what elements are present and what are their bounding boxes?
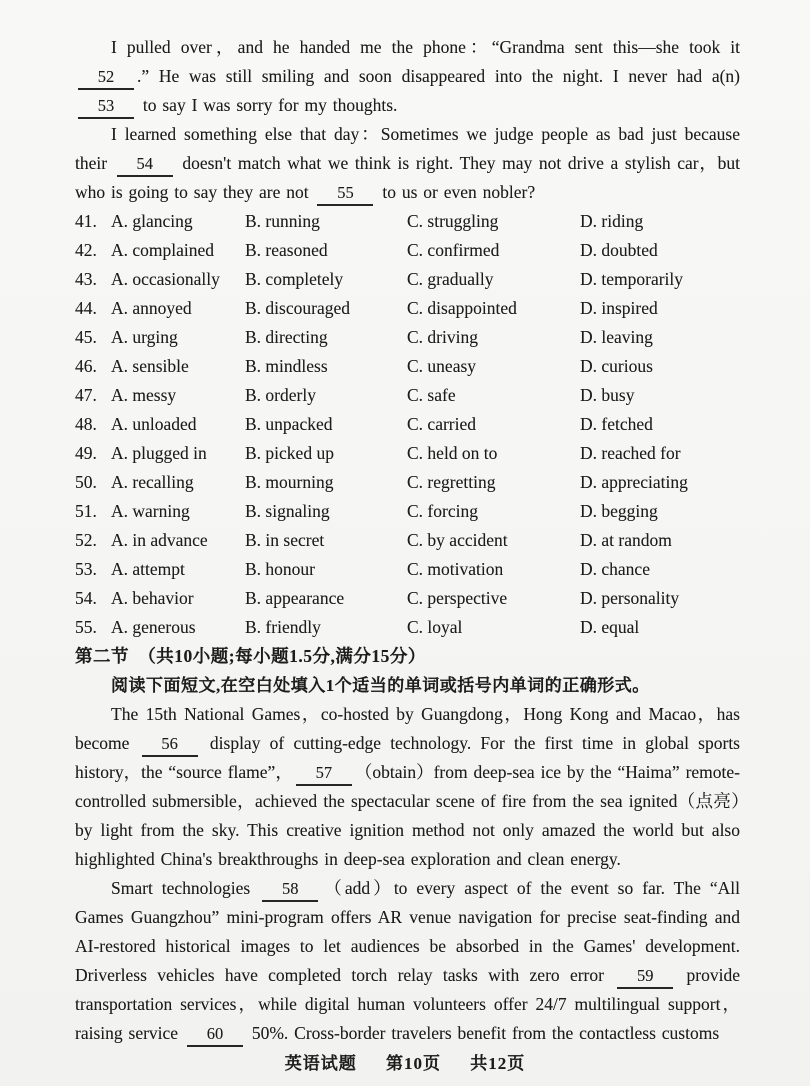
option-d: D. inspired: [580, 298, 658, 318]
blank-58: 58: [262, 879, 318, 902]
blank-57: 57: [296, 763, 352, 786]
option-row-44: [75, 294, 740, 323]
option-a: 45. A. urging: [75, 323, 245, 352]
option-c: C. regretting: [407, 472, 496, 492]
cloze-options-list: [75, 207, 740, 642]
blank-60: 60: [187, 1024, 243, 1047]
option-a: 44. A. annoyed: [75, 294, 245, 323]
option-c: C. uneasy: [407, 356, 477, 376]
option-a: 48. A. unloaded: [75, 410, 245, 439]
option-row-48: [75, 410, 740, 439]
option-d: D. curious: [580, 356, 653, 376]
option-a: 54. A. behavior: [75, 584, 245, 613]
option-row-41: [75, 207, 740, 236]
option-c: C. gradually: [407, 269, 494, 289]
question-number: 44.: [75, 298, 97, 318]
cloze-passage-paragraph-1: I pulled over，and he handed me the phone：“Grandma sent this—she took it 52 .” He was still smiling and soon disappeared into the night. I never had a(n) 53 to say I was sorry for my thoughts.: [75, 33, 740, 120]
option-d: D. begging: [580, 501, 658, 521]
option-a: 50. A. recalling: [75, 468, 245, 497]
question-number: 49.: [75, 443, 97, 463]
option-b: B. completely: [245, 269, 344, 289]
question-number: 41.: [75, 211, 97, 231]
option-row-52: [75, 526, 740, 555]
option-c: C. motivation: [407, 559, 504, 579]
option-a: 55. A. generous: [75, 613, 245, 642]
question-number: 47.: [75, 385, 97, 405]
option-b: B. unpacked: [245, 414, 333, 434]
option-b: B. discouraged: [245, 298, 350, 318]
option-d: D. leaving: [580, 327, 653, 347]
cloze-passage-paragraph-2: I learned something else that day：Sometimes we judge people as bad just because their 54 doesn't match what we think is right. They may not drive a stylish car，but who is going to say they are not 55 to us or even nobler?: [75, 120, 740, 207]
option-d: D. doubted: [580, 240, 658, 260]
option-c: C. held on to: [407, 443, 498, 463]
option-d: D. temporarily: [580, 269, 684, 289]
blank-56: 56: [142, 734, 198, 757]
option-b: B. in secret: [245, 530, 325, 550]
blank-53: 53: [78, 96, 134, 119]
option-d: D. reached for: [580, 443, 681, 463]
blank-54: 54: [117, 154, 173, 177]
option-a: 43. A. occasionally: [75, 265, 245, 294]
option-c: C. struggling: [407, 211, 499, 231]
option-d: D. riding: [580, 211, 644, 231]
option-c: C. safe: [407, 385, 456, 405]
option-d: D. chance: [580, 559, 650, 579]
option-row-47: [75, 381, 740, 410]
option-b: B. mindless: [245, 356, 328, 376]
option-b: B. appearance: [245, 588, 345, 608]
option-b: B. honour: [245, 559, 315, 579]
option-d: D. personality: [580, 588, 680, 608]
option-d: D. busy: [580, 385, 635, 405]
question-number: 48.: [75, 414, 97, 434]
blank-59: 59: [617, 966, 673, 989]
page-footer: [0, 1049, 810, 1074]
option-a: 41. A. glancing: [75, 207, 245, 236]
question-number: 42.: [75, 240, 97, 260]
grammar-fill-paragraph-2: Smart technologies 58 （add）to every aspect of the event so far. The “All Games Guangzhou” mini-program offers AR venue navigation for precise seat-finding and AI-restored historical images to let audiences be absorbed in the Games' development. Driverless vehicles have completed torch relay tasks with zero error 59 provide transportation services，while digital human volunteers offer 24/7 multilingual support，raising service 60 50%. Cross-border travelers benefit from the contactless customs: [75, 874, 740, 1048]
question-number: 51.: [75, 501, 97, 521]
option-c: C. driving: [407, 327, 478, 347]
option-b: B. mourning: [245, 472, 334, 492]
section-2-heading: 第二节 （共10小题;每小题1.5分,满分15分）: [75, 646, 426, 666]
option-b: B. running: [245, 211, 320, 231]
option-c: C. perspective: [407, 588, 508, 608]
option-b: B. friendly: [245, 617, 321, 637]
question-number: 50.: [75, 472, 97, 492]
option-c: C. forcing: [407, 501, 478, 521]
question-number: 52.: [75, 530, 97, 550]
blank-52: 52: [78, 67, 134, 90]
footer-page-number: 第10页: [386, 1054, 441, 1073]
option-d: D. at random: [580, 530, 672, 550]
question-number: 45.: [75, 327, 97, 347]
footer-page-total: 共12页: [470, 1054, 526, 1073]
option-row-51: [75, 497, 740, 526]
option-a: 53. A. attempt: [75, 555, 245, 584]
option-row-53: [75, 555, 740, 584]
footer-paper-title: 英语试题: [284, 1054, 357, 1073]
grammar-fill-paragraph-1: The 15th National Games，co-hosted by Guangdong，Hong Kong and Macao，has become 56 display of cutting-edge technology. For the first time in global sports history，the “source flame”， 57 （obtain）from deep-sea ice by the “Haima” remote-controlled submersible，achieved the spectacular scene of fire from the sea ignited（点亮）by light from the sky. This creative ignition method not only amazed the world but also highlighted China's breakthroughs in deep-sea exploration and clean energy.: [75, 704, 740, 869]
option-a: 47. A. messy: [75, 381, 245, 410]
question-number: 55.: [75, 617, 97, 637]
option-c: C. carried: [407, 414, 476, 434]
option-c: C. confirmed: [407, 240, 500, 260]
option-c: C. loyal: [407, 617, 463, 637]
option-b: B. directing: [245, 327, 328, 347]
option-d: D. appreciating: [580, 472, 688, 492]
option-b: B. orderly: [245, 385, 316, 405]
option-row-50: [75, 468, 740, 497]
section-2-instruction: 阅读下面短文,在空白处填入1个适当的单词或括号内单词的正确形式。: [111, 676, 650, 695]
option-row-46: [75, 352, 740, 381]
option-d: D. fetched: [580, 414, 653, 434]
question-number: 43.: [75, 269, 97, 289]
option-c: C. by accident: [407, 530, 508, 550]
option-row-45: [75, 323, 740, 352]
option-row-43: [75, 265, 740, 294]
option-row-54: [75, 584, 740, 613]
option-b: B. picked up: [245, 443, 334, 463]
option-a: 52. A. in advance: [75, 526, 245, 555]
option-row-42: [75, 236, 740, 265]
question-number: 46.: [75, 356, 97, 376]
option-a: 42. A. complained: [75, 236, 245, 265]
option-a: 49. A. plugged in: [75, 439, 245, 468]
option-d: D. equal: [580, 617, 640, 637]
option-b: B. reasoned: [245, 240, 328, 260]
blank-55: 55: [317, 183, 373, 206]
question-number: 54.: [75, 588, 97, 608]
option-row-49: [75, 439, 740, 468]
option-a: 51. A. warning: [75, 497, 245, 526]
option-a: 46. A. sensible: [75, 352, 245, 381]
option-row-55: [75, 613, 740, 642]
option-c: C. disappointed: [407, 298, 517, 318]
option-b: B. signaling: [245, 501, 330, 521]
question-number: 53.: [75, 559, 97, 579]
